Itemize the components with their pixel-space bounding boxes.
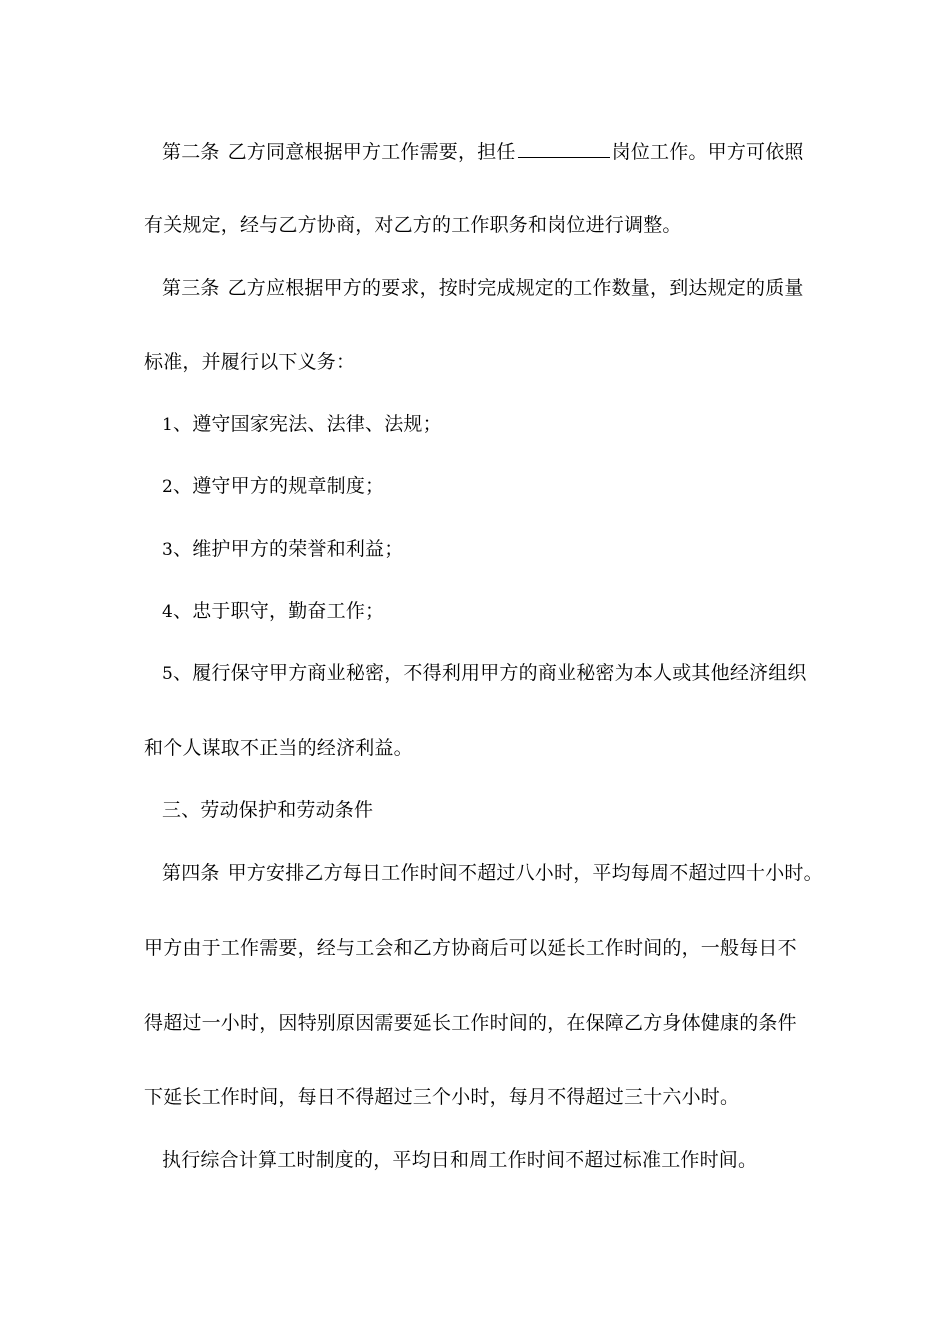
obligation-item bbox=[162, 599, 384, 624]
article-3-heading: 第三条 bbox=[162, 277, 220, 299]
article-4-heading: 第四条 bbox=[162, 862, 220, 884]
obligation-number: 5 bbox=[162, 664, 174, 684]
position-blank bbox=[518, 139, 610, 158]
obligation-item bbox=[162, 537, 403, 562]
article-4-line-1 bbox=[162, 861, 823, 885]
obligation-text: 、忠于职守，勤奋工作； bbox=[173, 600, 385, 622]
obligation-number: 2 bbox=[162, 477, 174, 497]
article-3-text: 乙方应根据甲方的要求，按时完成规定的工作数量，到达规定的质量 bbox=[227, 277, 804, 299]
obligation-text: 、维护甲方的荣誉和利益； bbox=[173, 538, 404, 560]
article-2-heading: 第二条 bbox=[162, 141, 220, 163]
obligation-item bbox=[162, 474, 384, 499]
article-2-text-before-blank: 乙方同意根据甲方工作需要，担任 bbox=[227, 141, 516, 163]
section-3-title: 三、劳动保护和劳动条件 bbox=[162, 799, 374, 821]
obligation-item bbox=[162, 412, 442, 437]
obligation-item bbox=[162, 661, 807, 686]
article-4-text: 甲方安排乙方每日工作时间不超过八小时，平均每周不超过四十小时。 bbox=[227, 862, 823, 884]
obligation-number: 4 bbox=[162, 602, 174, 622]
obligation-5-line-2: 和个人谋取不正当的经济利益。 bbox=[144, 737, 413, 759]
article-2-line-2: 有关规定，经与乙方协商，对乙方的工作职务和岗位进行调整。 bbox=[144, 214, 682, 236]
article-4-line-4: 下延长工作时间，每日不得超过三个小时，每月不得超过三十六小时。 bbox=[144, 1086, 740, 1108]
article-2-text-after-blank: 岗位工作。甲方可依照 bbox=[611, 141, 804, 163]
article-4-line-2: 甲方由于工作需要，经与工会和乙方协商后可以延长工作时间的，一般每日不 bbox=[144, 937, 797, 959]
obligation-text: 、遵守国家宪法、法律、法规； bbox=[173, 413, 442, 435]
obligation-text: 、遵守甲方的规章制度； bbox=[173, 475, 385, 497]
obligation-text: 、履行保守甲方商业秘密，不得利用甲方的商业秘密为本人或其他经济组织 bbox=[173, 662, 807, 684]
article-3-line-1 bbox=[162, 276, 804, 300]
article-3-line-2: 标准，并履行以下义务： bbox=[144, 351, 356, 373]
article-2-line-1 bbox=[162, 139, 804, 164]
article-4-line-3: 得超过一小时，因特别原因需要延长工作时间的，在保障乙方身体健康的条件 bbox=[144, 1012, 797, 1034]
obligation-number: 1 bbox=[162, 415, 174, 435]
comprehensive-hours-paragraph: 执行综合计算工时制度的，平均日和周工作时间不超过标准工作时间。 bbox=[162, 1149, 758, 1171]
obligation-number: 3 bbox=[162, 540, 174, 560]
